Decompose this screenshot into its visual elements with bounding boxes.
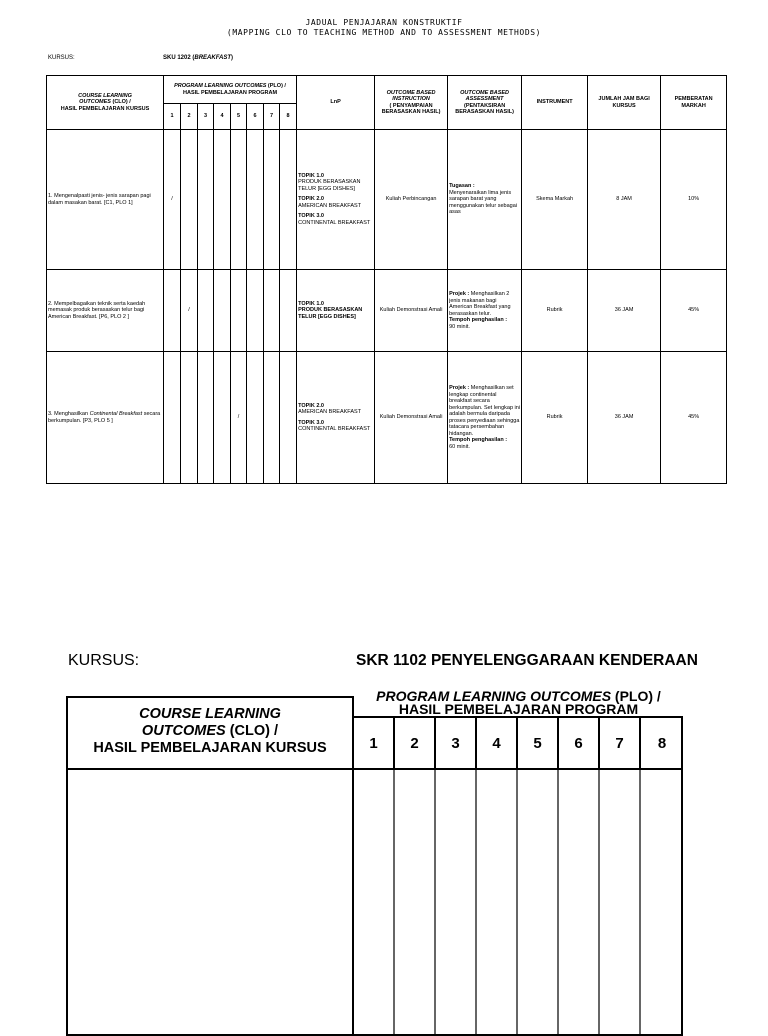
instrument-cell: Rubrik xyxy=(522,352,588,484)
header-clo-1: COURSE LEARNING xyxy=(78,92,132,99)
header-weight: PEMBERATAN MARKAH xyxy=(661,76,727,130)
topic-head: TOPIK 1.0 xyxy=(298,300,324,307)
weight-cell: 45% xyxy=(661,352,727,484)
plo-number: 8 xyxy=(280,104,297,130)
topic-head: TOPIK 2.0 xyxy=(298,196,324,203)
plo2-number: 5 xyxy=(518,718,559,770)
header-plo-3: HASIL PEMBELAJARAN PROGRAM xyxy=(183,89,278,96)
plo-mark xyxy=(214,352,231,484)
plo-mark xyxy=(264,270,280,352)
plo-mark xyxy=(280,270,297,352)
plo2-line-2: (PLO) / xyxy=(611,688,661,704)
time-text: 60 minit. xyxy=(449,443,470,450)
assessment-cell xyxy=(448,352,522,484)
course-code: SKU 1202 ( xyxy=(163,55,195,61)
hours-cell: 36 JAM xyxy=(588,352,661,484)
plo-mark xyxy=(164,270,181,352)
column-divider xyxy=(352,770,354,1034)
weight-cell: 10% xyxy=(661,130,727,270)
topic-head: TOPIK 2.0 xyxy=(298,402,324,409)
plo-mark xyxy=(264,352,280,484)
plo2-line-1: PROGRAM LEARNING OUTCOMES xyxy=(376,688,612,704)
alignment-table-2 xyxy=(66,688,683,1036)
alignment-table xyxy=(46,75,727,484)
time-text: 90 minit. xyxy=(449,323,470,330)
column-divider xyxy=(639,770,641,1034)
column-divider xyxy=(475,770,477,1034)
clo2-line-2: OUTCOMES xyxy=(141,723,226,739)
header-clo-4: HASIL PEMBELAJARAN KURSUS xyxy=(60,105,150,112)
weight-cell: 45% xyxy=(661,270,727,352)
plo-number: 5 xyxy=(231,104,247,130)
header-lnp: LnP xyxy=(297,76,375,130)
plo2-number: 8 xyxy=(641,718,683,770)
header-oba-2: ASSESSMENT xyxy=(465,96,504,102)
column-divider xyxy=(598,770,600,1034)
table-row xyxy=(47,130,727,270)
header-plo-2: (PLO) / xyxy=(266,83,286,89)
plo-mark xyxy=(280,352,297,484)
plo-mark xyxy=(164,352,181,484)
assessment-cell xyxy=(448,270,522,352)
plo-mark xyxy=(198,270,214,352)
plo-mark xyxy=(214,130,231,270)
instruction-cell: Kuliah Demonstrasi Amali xyxy=(375,270,448,352)
plo-mark xyxy=(280,130,297,270)
header-clo-2: OUTCOMES xyxy=(79,99,111,106)
clo2-line-4: HASIL PEMBELAJARAN KURSUS xyxy=(93,740,327,756)
plo-number: 3 xyxy=(198,104,214,130)
assessment-label: Projek : xyxy=(449,385,470,391)
instrument-cell: Skema Markah xyxy=(522,130,588,270)
clo2-line-1: COURSE LEARNING xyxy=(139,706,281,722)
course-name: BREAKFAST xyxy=(194,55,232,61)
document-title xyxy=(0,18,768,38)
plo2-number: 2 xyxy=(395,718,436,770)
header-oba-3: (PENTAKSIRAN BERASASKAN HASIL) xyxy=(455,102,514,115)
topic-text: CONTINENTAL BREAKFAST xyxy=(298,219,371,226)
clo-text-post: secara berkumpulan. [P3, PLO 5 ] xyxy=(48,411,161,424)
header-clo xyxy=(47,76,164,130)
plo-mark: / xyxy=(181,270,198,352)
lnp-cell xyxy=(297,130,375,270)
assessment-text: Menyenaraikan lima jenis sarapan barat yang menggunakan telur sebagai asas xyxy=(449,189,517,216)
hours-cell: 36 JAM xyxy=(588,270,661,352)
assessment-label: Tugasan : xyxy=(449,183,475,190)
header-obi-3: ( PENYAMPAIAN BERASASKAN HASIL) xyxy=(381,102,441,115)
topic-text: PRODUK BERASASKAN TELUR [EGG DISHES] xyxy=(298,179,361,192)
topic-text: AMERICAN BREAKFAST xyxy=(298,202,362,209)
plo-mark xyxy=(264,130,280,270)
plo2-number: 7 xyxy=(600,718,641,770)
plo-mark xyxy=(247,130,264,270)
plo-number: 2 xyxy=(181,104,198,130)
column-divider xyxy=(393,770,395,1034)
clo2-line-3: (CLO) / xyxy=(225,723,279,739)
plo-number: 6 xyxy=(247,104,264,130)
header-clo-3: (CLO) / xyxy=(110,99,131,106)
plo-number: 7 xyxy=(264,104,280,130)
topic-head: TOPIK 1.0 xyxy=(298,172,324,179)
instrument-cell: Rubrik xyxy=(522,270,588,352)
plo-mark: / xyxy=(164,130,181,270)
plo-mark xyxy=(198,130,214,270)
course-value-2: SKR 1102 PENYELENGGARAAN KENDERAAN xyxy=(356,652,698,669)
title-line-1: JADUAL PENJAJARAN KONSTRUKTIF xyxy=(305,18,463,27)
plo2-number: 3 xyxy=(436,718,477,770)
plo-mark xyxy=(247,270,264,352)
plo2-number: 6 xyxy=(559,718,600,770)
header-oba-1: OUTCOME BASED xyxy=(460,89,510,96)
plo-mark: / xyxy=(231,352,247,484)
topic-text: PRODUK BERASASKAN TELUR [EGG DISHES] xyxy=(298,307,363,320)
assessment-text: Menghasilkan 2 jenis makanan bagi American Breakfast yang berasaskan telur. xyxy=(449,291,511,317)
hours-cell: 8 JAM xyxy=(588,130,661,270)
table-row xyxy=(47,270,727,352)
plo-number: 1 xyxy=(164,104,181,130)
plo-mark xyxy=(231,270,247,352)
topic-head: TOPIK 3.0 xyxy=(298,419,324,426)
title-line-2: (MAPPING CLO TO TEACHING METHOD AND TO ASSESSMENT METHODS) xyxy=(226,28,542,37)
header-obi-2: INSTRUCTION xyxy=(392,96,430,102)
header-obi-1: OUTCOME BASED xyxy=(386,89,436,96)
header-clo-2 xyxy=(68,698,354,770)
header-plo-1: PROGRAM LEARNING OUTCOMES xyxy=(174,83,267,89)
course-value xyxy=(163,55,233,61)
plo-mark xyxy=(198,352,214,484)
lnp-cell xyxy=(297,352,375,484)
instruction-cell: Kuliah Perbincangan xyxy=(375,130,448,270)
course-label-2: KURSUS: xyxy=(68,652,140,669)
column-divider xyxy=(434,770,436,1034)
plo-mark xyxy=(181,352,198,484)
plo2-number: 1 xyxy=(354,718,395,770)
plo2-number: 4 xyxy=(477,718,518,770)
clo-text-pre: 3. Menghasilkan xyxy=(48,411,90,417)
plo-mark xyxy=(214,270,231,352)
header-plo xyxy=(164,76,297,104)
header-plo-2 xyxy=(354,690,683,718)
course-close: ) xyxy=(231,55,234,61)
clo-text-italic: Continental Breakfast xyxy=(89,411,143,417)
header-instrument: INSTRUMENT xyxy=(522,76,588,130)
plo-mark xyxy=(181,130,198,270)
course-label: KURSUS: xyxy=(48,55,75,61)
plo-mark xyxy=(247,352,264,484)
clo-cell xyxy=(47,352,164,484)
header-oba xyxy=(448,76,522,130)
topic-text: CONTINENTAL BREAKFAST xyxy=(298,426,371,432)
topic-head: TOPIK 3.0 xyxy=(298,213,324,220)
instruction-cell: Kuliah Demonstrasi Amali xyxy=(375,352,448,484)
time-label: Tempoh penghasilan : xyxy=(449,317,508,323)
header-hours: JUMLAH JAM BAGI KURSUS xyxy=(588,76,661,130)
plo-mark xyxy=(231,130,247,270)
lnp-cell xyxy=(297,270,375,352)
header-obi xyxy=(375,76,448,130)
time-label: Tempoh penghasilan : xyxy=(449,437,508,443)
assessment-cell xyxy=(448,130,522,270)
column-divider xyxy=(557,770,559,1034)
assessment-label: Projek : xyxy=(449,291,470,297)
topic-text: AMERICAN BREAKFAST xyxy=(298,409,362,415)
plo2-line-3: HASIL PEMBELAJARAN PROGRAM xyxy=(398,701,639,717)
clo-cell: 1. Mengenalpasti jenis- jenis sarapan pagi dalam masakan barat. [C1, PLO 1] xyxy=(47,130,164,270)
clo-cell: 2. Mempelbagaikan teknik serta kaedah memasak produk berasaskan telur bagi American Breakfast. [P6, PLO 2 ] xyxy=(47,270,164,352)
assessment-text: Menghasilkan set lengkap continental breakfast secara berkumpulan. Set lengkap ini adalah bermula daripada proses penyediaan sehingga tatacara persembahan hidangan. xyxy=(449,385,521,437)
plo-number: 4 xyxy=(214,104,231,130)
column-divider xyxy=(516,770,518,1034)
table-row xyxy=(47,352,727,484)
